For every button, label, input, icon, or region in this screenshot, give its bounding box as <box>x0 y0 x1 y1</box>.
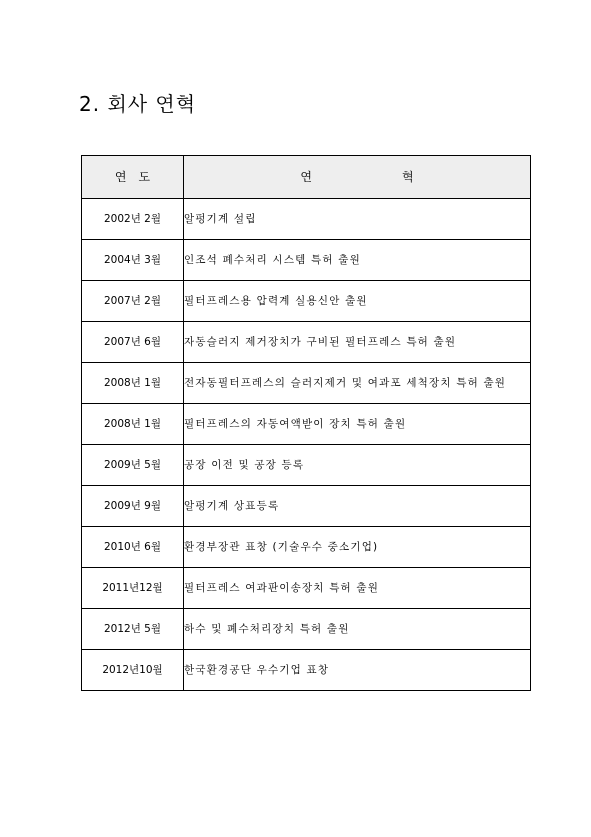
event-cell: 하수 및 폐수처리장치 특허 출원 <box>184 609 531 650</box>
event-cell: 필터프레스 여과판이송장치 특허 출원 <box>184 568 531 609</box>
year-cell: 2009년 9월 <box>82 486 184 527</box>
year-cell: 2002년 2월 <box>82 199 184 240</box>
event-cell: 자동슬러지 제거장치가 구비된 필터프레스 특허 출원 <box>184 322 531 363</box>
year-cell: 2011년12월 <box>82 568 184 609</box>
header-history: 연혁 <box>184 156 531 199</box>
year-cell: 2007년 6월 <box>82 322 184 363</box>
company-history-table <box>81 155 531 691</box>
page-title: 2. 회사 연혁 <box>79 92 197 116</box>
table-header-row <box>82 156 531 199</box>
year-cell: 2008년 1월 <box>82 363 184 404</box>
year-cell: 2009년 5월 <box>82 445 184 486</box>
event-cell: 전자동필터프레스의 슬러지제거 및 여과포 세척장치 특허 출원 <box>184 363 531 404</box>
table-row <box>82 322 531 363</box>
year-cell: 2004년 3월 <box>82 240 184 281</box>
header-year: 연도 <box>82 156 184 199</box>
table-row <box>82 281 531 322</box>
year-cell: 2010년 6월 <box>82 527 184 568</box>
table-row <box>82 568 531 609</box>
table-row <box>82 650 531 691</box>
event-cell: 알펑기계 설립 <box>184 199 531 240</box>
year-cell: 2008년 1월 <box>82 404 184 445</box>
table-row <box>82 404 531 445</box>
event-cell: 필터프레스의 자동여액받이 장치 특허 출원 <box>184 404 531 445</box>
table-row <box>82 240 531 281</box>
event-cell: 인조석 폐수처리 시스템 특허 출원 <box>184 240 531 281</box>
table-row <box>82 609 531 650</box>
year-cell: 2012년10월 <box>82 650 184 691</box>
table-row <box>82 199 531 240</box>
year-cell: 2007년 2월 <box>82 281 184 322</box>
event-cell: 한국환경공단 우수기업 표창 <box>184 650 531 691</box>
event-cell: 필터프레스용 압력계 실용신안 출원 <box>184 281 531 322</box>
table-row <box>82 486 531 527</box>
table-row <box>82 363 531 404</box>
table-row <box>82 445 531 486</box>
table-row <box>82 527 531 568</box>
event-cell: 알펑기계 상표등록 <box>184 486 531 527</box>
event-cell: 공장 이전 및 공장 등록 <box>184 445 531 486</box>
year-cell: 2012년 5월 <box>82 609 184 650</box>
event-cell: 환경부장관 표창 (기술우수 중소기업) <box>184 527 531 568</box>
